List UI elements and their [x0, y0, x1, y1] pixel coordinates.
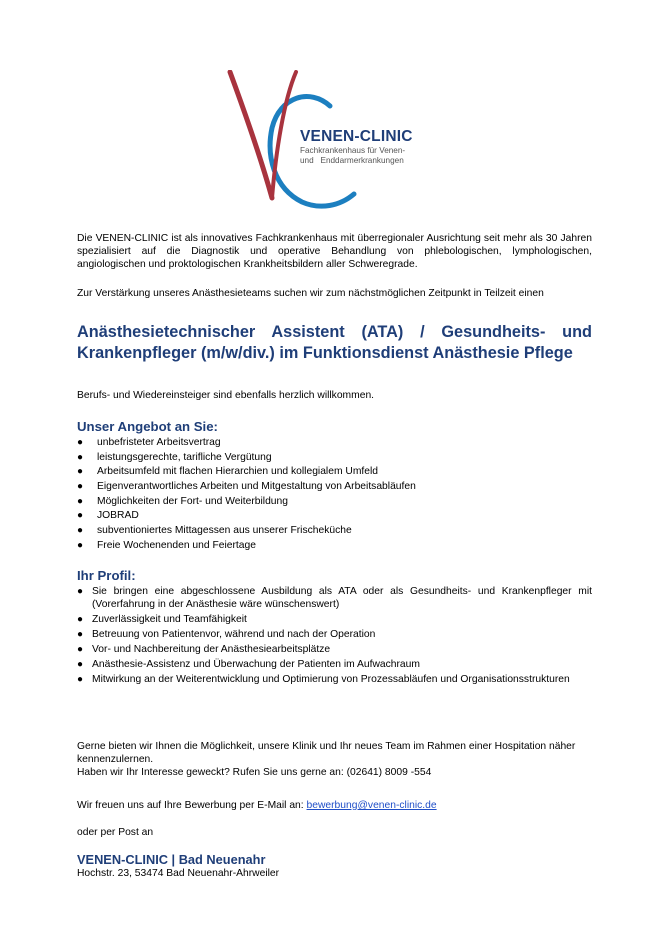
list-item-text: Zuverlässigkeit und Teamfähigkeit [92, 613, 247, 625]
list-item-text: Möglichkeiten der Fort- und Weiterbildung [97, 495, 288, 507]
bullet-icon: ● [77, 466, 84, 478]
job-title: Anästhesietechnischer Assistent (ATA) / Gesundheits- und Krankenpfleger (m/w/div.) im Funktionsdienst Anästhesie Pflege [77, 323, 592, 362]
profile-list [77, 586, 592, 689]
list-item-text: unbefristeter Arbeitsvertrag [97, 437, 221, 448]
list-item [77, 466, 592, 479]
closing-phone: Haben wir Ihr Interesse geweckt? Rufen Sie uns gerne an: (02641) 8009 -554 [77, 766, 432, 778]
closing-section [77, 741, 592, 779]
list-item [77, 674, 592, 687]
list-item-text: Vor- und Nachbereitung der Anästhesiearbeitsplätze [92, 644, 331, 656]
intro-second-paragraph: Zur Verstärkung unseres Anästhesieteams suchen wir zum nächstmöglichen Zeitpunkt in Teilzeit einen [77, 288, 544, 299]
logo-subtitle-line1: Fachkrankenhaus für Venen- [300, 146, 406, 155]
bullet-icon: ● [77, 510, 84, 522]
bullet-icon: ● [77, 659, 84, 671]
list-item [77, 614, 592, 627]
list-item [77, 452, 592, 465]
list-item [77, 540, 592, 553]
closing-invitation: Gerne bieten wir Ihnen die Möglichkeit, unsere Klinik und Ihr neues Team im Rahmen einer Hospitation näher kennenzulernen. [77, 741, 576, 765]
list-item [77, 644, 592, 657]
post-text: oder per Post an [77, 827, 154, 838]
list-item-text: Freie Wochenenden und Feiertage [97, 539, 256, 551]
list-item [77, 496, 592, 509]
bullet-icon: ● [77, 481, 84, 493]
logo-subtitle [300, 146, 405, 166]
bullet-icon: ● [77, 495, 84, 507]
list-item [77, 629, 592, 642]
bullet-icon: ● [77, 437, 84, 448]
list-item-text: Betreuung von Patientenvor, während und nach der Operation [92, 628, 376, 640]
email-link[interactable]: bewerbung@venen-clinic.de [306, 800, 437, 811]
bullet-icon: ● [77, 586, 84, 597]
list-item-text: Eigenverantwortliches Arbeiten und Mitgestaltung von Arbeitsabläufen [97, 481, 416, 493]
bullet-icon: ● [77, 674, 84, 686]
list-item-text: Sie bringen eine abgeschlossene Ausbildung als ATA oder als Gesundheits- und Krankenpfleger mit (Vorerfahrung in der Anästhesie wäre wünschenswert) [92, 586, 592, 610]
list-item [77, 481, 592, 494]
list-item-text: Anästhesie-Assistenz und Überwachung der Patienten im Aufwachraum [92, 659, 420, 671]
footer-title: VENEN-CLINIC | Bad Neuenahr [77, 852, 266, 867]
logo-red-line [272, 72, 296, 198]
email-line [77, 800, 437, 813]
welcome-text: Berufs- und Wiedereinsteiger sind ebenfalls herzlich willkommen. [77, 390, 375, 401]
list-item [77, 510, 592, 523]
footer-address: Hochstr. 23, 53474 Bad Neuenahr-Ahrweiler [77, 868, 280, 879]
list-item-text: Mitwirkung an der Weiterentwicklung und Optimierung von Prozessabläufen und Organisationsstrukturen [92, 674, 570, 686]
list-item [77, 437, 592, 450]
list-item-text: leistungsgerechte, tarifliche Vergütung [97, 451, 272, 463]
list-item-text: Arbeitsumfeld mit flachen Hierarchien und kollegialem Umfeld [97, 466, 379, 478]
offer-heading: Unser Angebot an Sie: [77, 419, 218, 434]
list-item [77, 525, 592, 538]
logo-red-stroke [230, 72, 272, 198]
offer-list [77, 437, 592, 555]
list-item [77, 586, 592, 612]
list-item [77, 659, 592, 672]
profile-heading: Ihr Profil: [77, 568, 136, 583]
bullet-icon: ● [77, 451, 84, 463]
list-item-text: subventioniertes Mittagessen aus unserer Frischeküche [97, 525, 352, 537]
bullet-icon: ● [77, 628, 84, 640]
list-item-text: JOBRAD [97, 510, 139, 522]
logo-title: VENEN-CLINIC [300, 128, 413, 145]
logo-subtitle-line2: und Enddarmerkrankungen [300, 156, 404, 165]
bullet-icon: ● [77, 525, 84, 537]
bullet-icon: ● [77, 539, 84, 551]
email-prefix: Wir freuen uns auf Ihre Bewerbung per E-Mail an: [77, 800, 307, 811]
intro-paragraph: Die VENEN-CLINIC ist als innovatives Fachkrankenhaus mit überregionaler Ausrichtung seit mehr als 30 Jahren spezialisiert auf die Diagnostik und operative Behandlung von phlebologischen, lymphologischen, angiologischen und proktologischen Krankheitsbildern aller Schweregrade. [77, 233, 592, 270]
bullet-icon: ● [77, 613, 84, 625]
bullet-icon: ● [77, 644, 84, 656]
